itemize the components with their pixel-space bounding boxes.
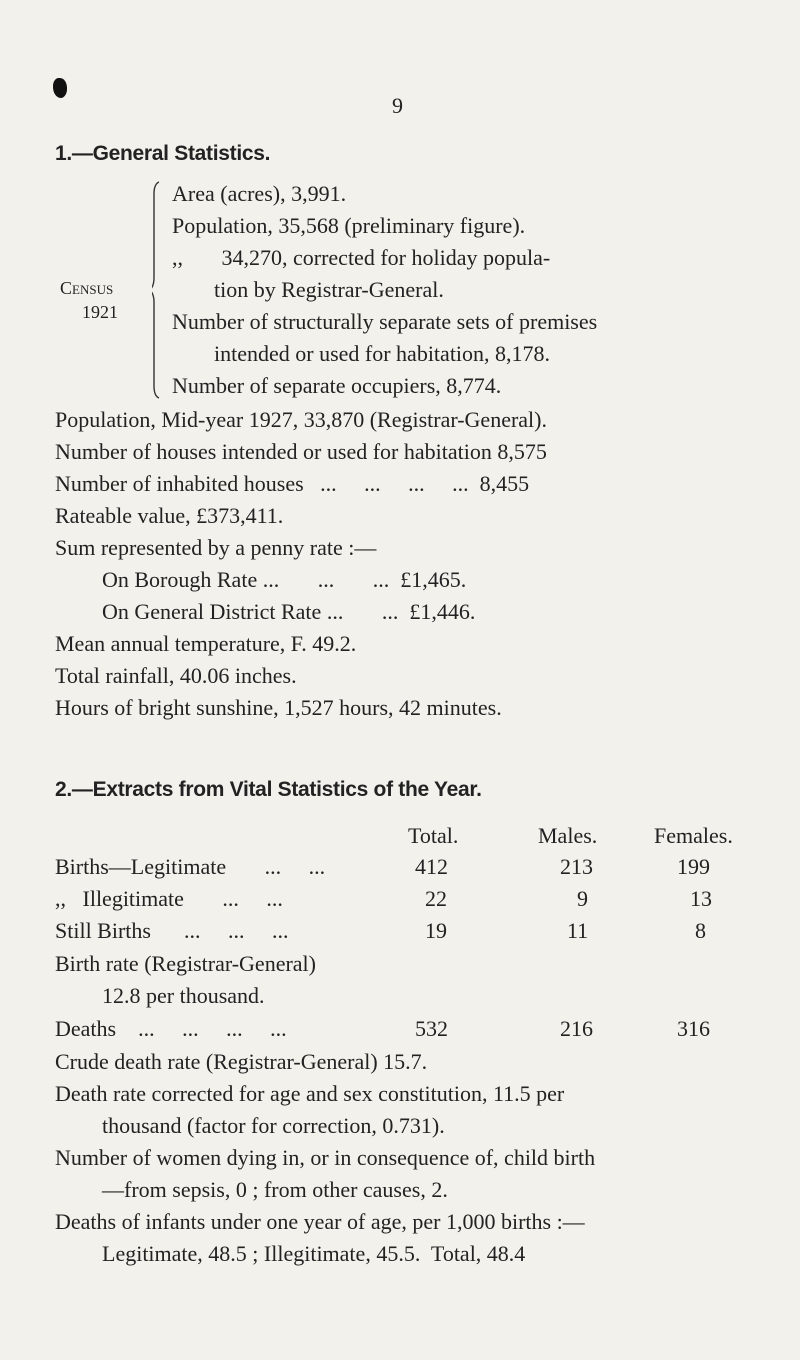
corrected-death-rate-2: thousand (factor for correction, 0.731). [102, 1113, 445, 1138]
col-total: Total. [408, 823, 459, 848]
table-row [55, 918, 735, 946]
row-total: 412 [415, 854, 448, 879]
crude-death-rate: Crude death rate (Registrar-General) 15.7. [55, 1049, 428, 1074]
table-row [55, 854, 735, 882]
row-females: 316 [677, 1016, 710, 1041]
infant-deaths-1: Deaths of infants under one year of age, per 1,000 births :— [55, 1209, 585, 1234]
birth-rate-line-1: Birth rate (Registrar-General) [55, 951, 316, 976]
census-line-6: intended or used for habitation, 8,178. [214, 341, 551, 366]
row-total: 22 [425, 886, 447, 911]
ink-blot [53, 78, 67, 98]
row-label: ,, Illegitimate ... ... [55, 886, 283, 911]
population-midyear: Population, Mid-year 1927, 33,870 (Registrar-General). [55, 407, 547, 432]
row-total: 19 [425, 918, 447, 943]
census-line-4: tion by Registrar-General. [214, 277, 444, 302]
row-males: 216 [560, 1016, 593, 1041]
page-number: 9 [392, 93, 403, 118]
childbirth-deaths-1: Number of women dying in, or in consequence of, child birth [55, 1145, 596, 1170]
total-rainfall: Total rainfall, 40.06 inches. [55, 663, 297, 688]
row-label: Deaths ... ... ... ... [55, 1016, 287, 1041]
section-2-heading: 2.—Extracts from Vital Statistics of the Year. [55, 778, 482, 801]
col-females: Females. [654, 823, 733, 848]
row-total: 532 [415, 1016, 448, 1041]
houses-habitation: Number of houses intended or used for habitation 8,575 [55, 439, 547, 464]
col-males: Males. [538, 823, 598, 848]
census-label-text: Census [60, 278, 114, 298]
row-label: Births—Legitimate ... ... [55, 854, 326, 879]
table-row [55, 886, 735, 914]
row-males: 213 [560, 854, 593, 879]
census-line-1: Area (acres), 3,991. [172, 181, 347, 206]
row-females: 8 [695, 918, 706, 943]
bright-sunshine: Hours of bright sunshine, 1,527 hours, 42 minutes. [55, 695, 502, 720]
census-brace [152, 180, 160, 400]
row-label: Still Births ... ... ... [55, 918, 289, 943]
inhabited-houses: Number of inhabited houses ... ... ... ... 8,455 [55, 471, 530, 496]
census-line-3: ,, 34,270, corrected for holiday popula- [172, 245, 551, 270]
rateable-value: Rateable value, £373,411. [55, 503, 284, 528]
table-row [55, 1016, 735, 1044]
general-district-rate: On General District Rate ... ... £1,446. [102, 599, 476, 624]
census-year: 1921 [82, 302, 118, 322]
row-males: 9 [577, 886, 588, 911]
census-label [60, 278, 113, 299]
penny-rate: Sum represented by a penny rate :— [55, 535, 377, 560]
infant-deaths-2: Legitimate, 48.5 ; Illegitimate, 45.5. Total, 48.4 [102, 1241, 526, 1266]
borough-rate: On Borough Rate ... ... ... £1,465. [102, 567, 467, 592]
mean-temperature: Mean annual temperature, F. 49.2. [55, 631, 357, 656]
census-line-5: Number of structurally separate sets of premises [172, 309, 598, 334]
row-males: 11 [567, 918, 589, 943]
section-1-heading: 1.—General Statistics. [55, 142, 271, 165]
row-females: 13 [690, 886, 712, 911]
childbirth-deaths-2: —from sepsis, 0 ; from other causes, 2. [102, 1177, 448, 1202]
corrected-death-rate-1: Death rate corrected for age and sex constitution, 11.5 per [55, 1081, 565, 1106]
birth-rate-line-2: 12.8 per thousand. [102, 983, 265, 1008]
census-line-7: Number of separate occupiers, 8,774. [172, 373, 502, 398]
row-females: 199 [677, 854, 710, 879]
census-line-2: Population, 35,568 (preliminary figure). [172, 213, 526, 238]
